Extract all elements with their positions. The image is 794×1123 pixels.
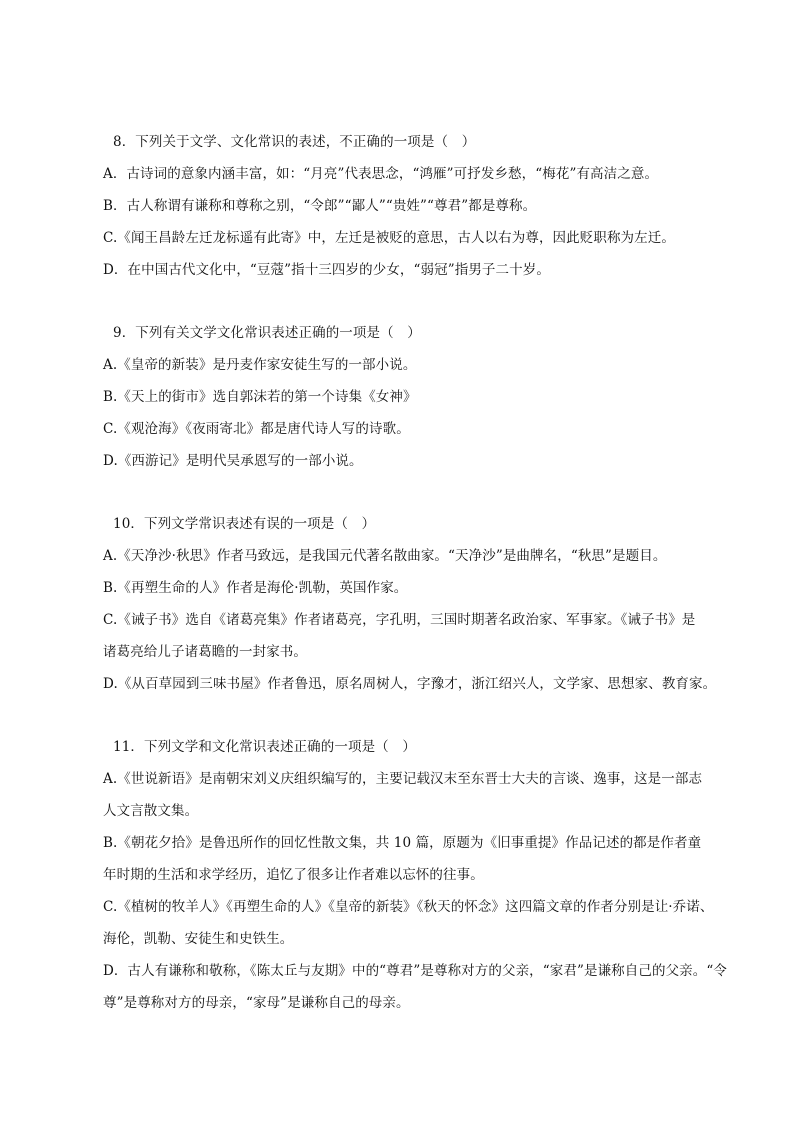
question-10-option-d: D.《从百草园到三味书屋》作者鲁迅，原名周树人，字豫才，浙江绍兴人，文学家、思想家、教育家。	[103, 676, 717, 692]
question-11-option-c-continued: 海伦，凯勒、安徒生和史铁生。	[103, 931, 294, 947]
question-10-option-c: C.《诫子书》选自《诸葛亮集》作者诸葛亮，字孔明，三国时期著名政治家、军事家。《诫子书》是	[103, 612, 696, 628]
question-11-option-a-continued: 人文言散文集。	[103, 803, 199, 819]
question-11-option-b: B.《朝花夕拾》是鲁迅所作的回忆性散文集，共 10 篇，原题为《旧事重提》作品记述的都是作者童	[103, 835, 702, 851]
question-11-option-c: C.《植树的牧羊人》《再塑生命的人》《皇帝的新装》《秋天的怀念》这四篇文章的作者分别是让·乔诺、	[103, 899, 714, 915]
question-10-stem: 10．下列文学常识表述有误的一项是（ ）	[113, 516, 376, 532]
question-11-stem: 11．下列文学和文化常识表述正确的一项是（ ）	[113, 739, 416, 755]
question-11-option-b-continued: 年时期的生活和求学经历，追忆了很多让作者难以忘怀的往事。	[103, 867, 484, 883]
question-10-option-a: A.《天净沙·秋思》作者马致远，是我国元代著名散曲家。“天净沙”是曲牌名，“秋思”是题目。	[103, 548, 667, 564]
question-8-option-a: A．古诗词的意象内涵丰富，如：“月亮”代表思念，“鸿雁”可抒发乡愁，“梅花”有高洁之意。	[103, 166, 659, 182]
question-9-stem: 9．下列有关文学文化常识表述正确的一项是（ ）	[113, 325, 421, 341]
question-10-option-c-continued: 诸葛亮给儿子诸葛瞻的一封家书。	[103, 644, 307, 660]
question-8-stem: 8．下列关于文学、文化常识的表述，不正确的一项是（ ）	[113, 134, 476, 150]
question-11-option-a: A.《世说新语》是南朝宋刘义庆组织编写的，主要记载汉末至东晋士大夫的言谈、逸事，这是一部志	[103, 771, 703, 787]
question-10-option-b: B.《再塑生命的人》作者是海伦·凯勒，英国作家。	[103, 580, 408, 596]
question-8-option-b: B．古人称谓有谦称和尊称之别，“令郎”“鄙人”“贵姓”“尊君”都是尊称。	[103, 198, 537, 214]
question-9-option-c: C.《观沧海》《夜雨寄北》都是唐代诗人写的诗歌。	[103, 421, 410, 437]
question-8-option-c: C.《闻王昌龄左迁龙标遥有此寄》中，左迁是被贬的意思，古人以右为尊，因此贬职称为左迁。	[103, 230, 675, 246]
question-9-option-b: B.《天上的街市》选自郭沫若的第一个诗集《女神》	[103, 389, 417, 405]
question-11-option-d: D．古人有谦称和敬称，《陈太丘与友期》中的“尊君”是尊称对方的父亲，“家君”是谦称自己的父亲。“令	[103, 963, 727, 979]
question-9-option-a: A.《皇帝的新装》是丹麦作家安徒生写的一部小说。	[103, 357, 417, 373]
question-11-option-d-continued: 尊”是尊称对方的母亲，“家母”是谦称自己的母亲。	[103, 995, 410, 1011]
question-8-option-d: D．在中国古代文化中，“豆蔻”指十三四岁的少女，“弱冠”指男子二十岁。	[103, 262, 550, 278]
question-9-option-d: D.《西游记》是明代吴承恩写的一部小说。	[103, 453, 363, 469]
